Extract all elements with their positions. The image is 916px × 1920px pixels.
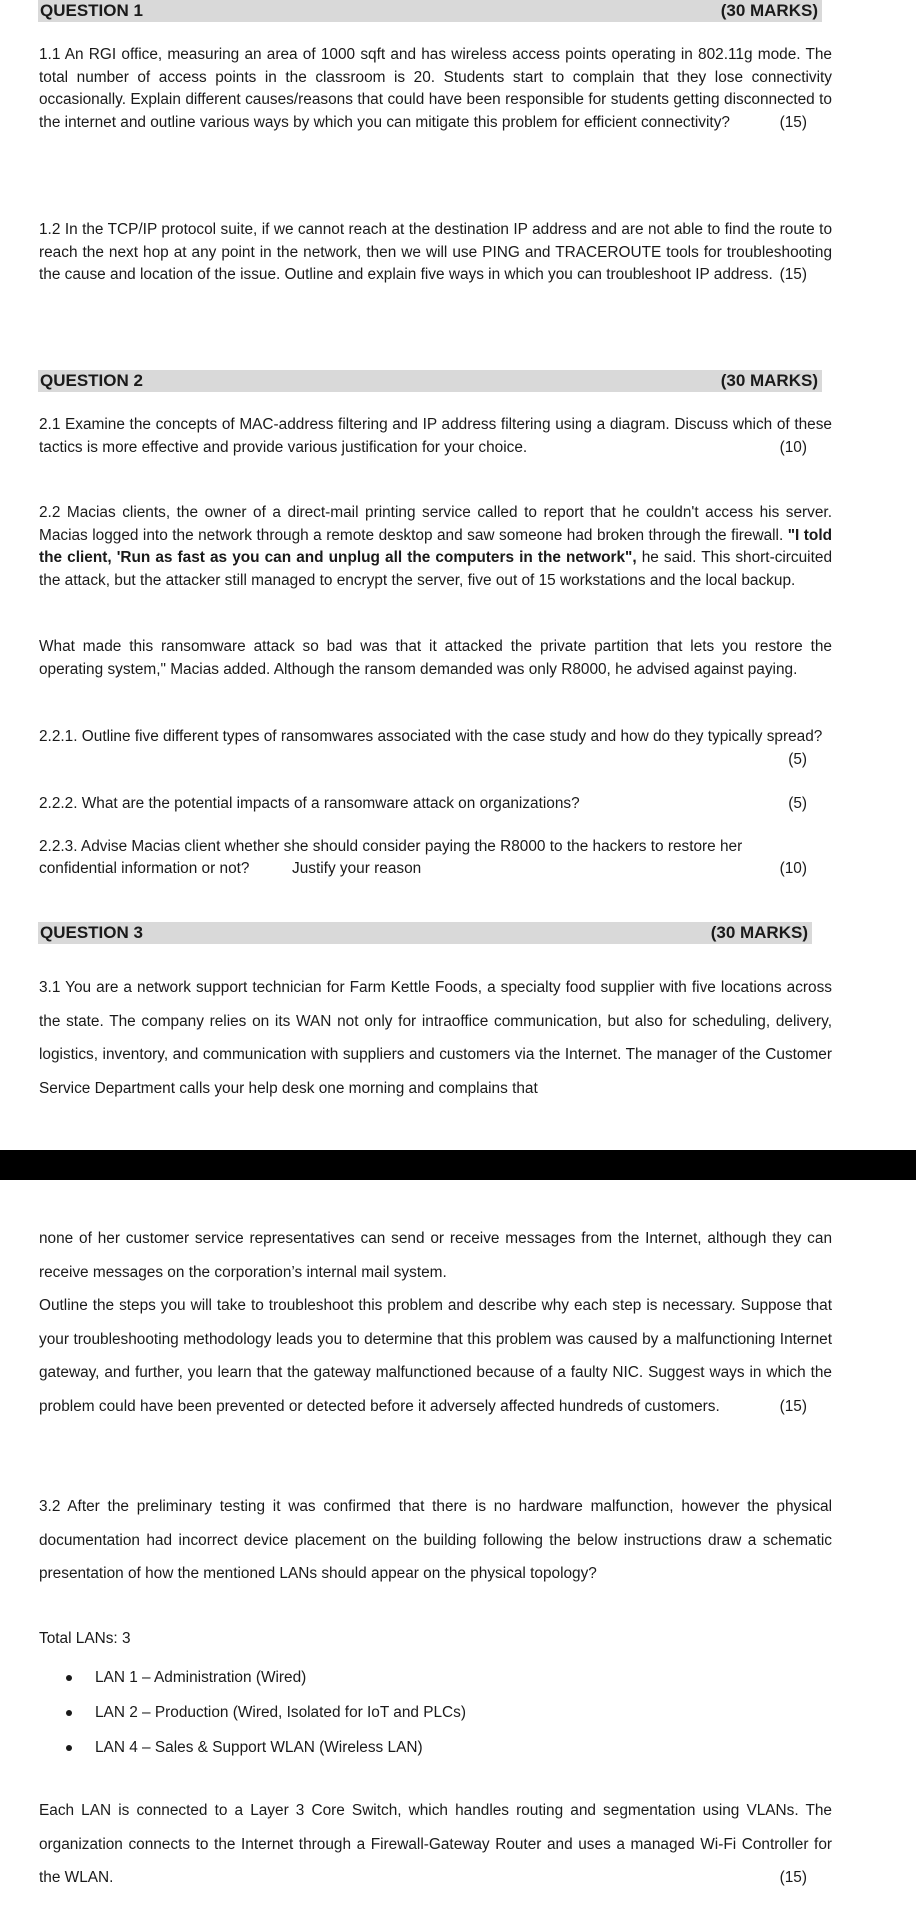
question-3-marks: (30 MARKS) [710, 923, 808, 942]
lan-1-label: LAN 1 – Administration (Wired) [95, 1669, 307, 1686]
question-1-header [38, 0, 822, 22]
question-2-2-context [39, 636, 832, 681]
question-2-1-text: 2.1 Examine the concepts of MAC-address filtering and IP address filtering using a diagram. Discuss which of these tactics is more effective and provide various justification for your choice. [39, 416, 832, 456]
question-2-2-3-text-1: 2.2.3. Advise Macias client whether she should consider paying the R8000 to the hackers to restore her [39, 838, 743, 855]
question-1-2 [39, 219, 832, 287]
question-2-2-text-b: he said. This short-circuited the attack, but the attacker still managed to encrypt the server, five out of 15 workstations and the local backup. [39, 549, 832, 589]
question-3-2 [39, 1490, 832, 1591]
lan-2-label: LAN 2 – Production (Wired, Isolated for IoT and PLCs) [95, 1704, 466, 1721]
question-3-1-part-c [39, 1289, 832, 1423]
question-1-marks: (30 MARKS) [720, 1, 818, 20]
question-3-1-text-c: Outline the steps you will take to troubleshoot this problem and describe why each step is necessary. Suppose that your troubleshooting methodology leads you to determine that this problem was caused by a malfunctioning Internet gateway, and further, you learn that the gateway malfunctioned because of a faulty NIC. Suggest ways in which the problem could have been prevented or detected before it adversely affected hundreds of customers. [39, 1297, 832, 1415]
question-1-1 [39, 44, 832, 134]
page-break-bar [0, 1150, 916, 1180]
question-2-1 [39, 414, 832, 459]
question-2-2-1 [39, 726, 832, 771]
question-2-2 [39, 502, 832, 592]
question-3-2-final [39, 1794, 832, 1895]
question-3-1-text-a: 3.1 You are a network support technician for Farm Kettle Foods, a specialty food supplier with five locations across the state. The company relies on its WAN not only for intraoffice communication, but also for scheduling, delivery, logistics, inventory, and communication with suppliers and customers via the Internet. The manager of the Customer Service Department calls your help desk one morning and complains that [39, 979, 832, 1097]
question-2-1-marks: (10) [779, 438, 807, 456]
question-2-2-quote: "I told the client, 'Run as fast as you can and unplug all the computers in the network", [39, 526, 832, 566]
question-3-1-marks: (15) [779, 1397, 807, 1415]
question-2-2-3-line2 [39, 858, 832, 881]
list-item [39, 1730, 466, 1765]
lan-4-label: LAN 4 – Sales & Support WLAN (Wireless LAN) [95, 1739, 423, 1756]
question-2-header [38, 370, 822, 392]
question-2-2-3-text-3: Justify your reason [292, 860, 422, 877]
list-item [39, 1660, 466, 1695]
question-3-header [38, 922, 812, 944]
question-3-title: QUESTION 3 [40, 923, 143, 942]
question-3-1-part-a [39, 971, 832, 1105]
question-2-2-2-marks: (5) [788, 795, 807, 812]
question-2-2-3-marks: (10) [779, 860, 807, 877]
question-1-title: QUESTION 1 [40, 1, 143, 20]
question-2-2-2 [39, 793, 832, 816]
question-1-2-text: 1.2 In the TCP/IP protocol suite, if we cannot reach at the destination IP address and are not able to find the route to reach the next hop at any point in the network, then we will use PING and TRACEROUTE tools for troubleshooting the cause and location of the issue. Outline and explain five ways in which you can troubleshoot IP address. [39, 221, 832, 283]
bullet-icon [66, 1710, 72, 1716]
question-2-title: QUESTION 2 [40, 371, 143, 390]
lan-list [39, 1660, 466, 1765]
question-2-2-context-text: What made this ransomware attack so bad was that it attacked the private partition that lets you restore the operating system," Macias added. Although the ransom demanded was only R8000, he advised against paying. [39, 638, 832, 678]
list-item [39, 1695, 466, 1730]
question-2-2-1-text: 2.2.1. Outline five different types of ransomwares associated with the case study and how do they typically spread? [39, 728, 823, 745]
total-lans [39, 1628, 832, 1651]
question-2-2-3-text-2: confidential information or not? [39, 860, 250, 877]
question-1-1-text: 1.1 An RGI office, measuring an area of 1000 sqft and has wireless access points operating in 802.11g mode. The total number of access points in the classroom is 20. Students start to complain that they lose connectivity occasionally. Explain different causes/reasons that could have been responsible for students getting disconnected to the internet and outline various ways by which you can mitigate this problem for efficient connectivity? [39, 46, 832, 131]
question-2-2-2-text: 2.2.2. What are the potential impacts of a ransomware attack on organizations? [39, 795, 580, 812]
question-2-2-text-a: 2.2 Macias clients, the owner of a direct-mail printing service called to report that he couldn't access his server. Macias logged into the network through a remote desktop and saw someone had broken through the firewall. [39, 504, 832, 544]
bullet-icon [66, 1675, 72, 1681]
question-3-1-part-b [39, 1222, 832, 1289]
question-3-2-final-text: Each LAN is connected to a Layer 3 Core Switch, which handles routing and segmentation using VLANs. The organization connects to the Internet through a Firewall-Gateway Router and uses a managed Wi-Fi Controller for the WLAN. [39, 1802, 832, 1886]
question-3-2-text: 3.2 After the preliminary testing it was confirmed that there is no hardware malfunction, however the physical documentation had incorrect device placement on the building following the below instructions draw a schematic presentation of how the mentioned LANs should appear on the physical topology? [39, 1498, 832, 1582]
question-3-2-marks: (15) [779, 1869, 807, 1886]
question-2-2-3-line1 [39, 836, 832, 859]
total-lans-text: Total LANs: 3 [39, 1630, 131, 1647]
question-3-1-text-b: none of her customer service representatives can send or receive messages from the Internet, although they can receive messages on the corporation’s internal mail system. [39, 1230, 832, 1281]
question-1-2-marks: (15) [779, 266, 807, 283]
question-2-marks: (30 MARKS) [720, 371, 818, 390]
question-1-1-marks: (15) [779, 113, 807, 131]
question-2-2-1-marks: (5) [788, 750, 807, 768]
bullet-icon [66, 1745, 72, 1751]
